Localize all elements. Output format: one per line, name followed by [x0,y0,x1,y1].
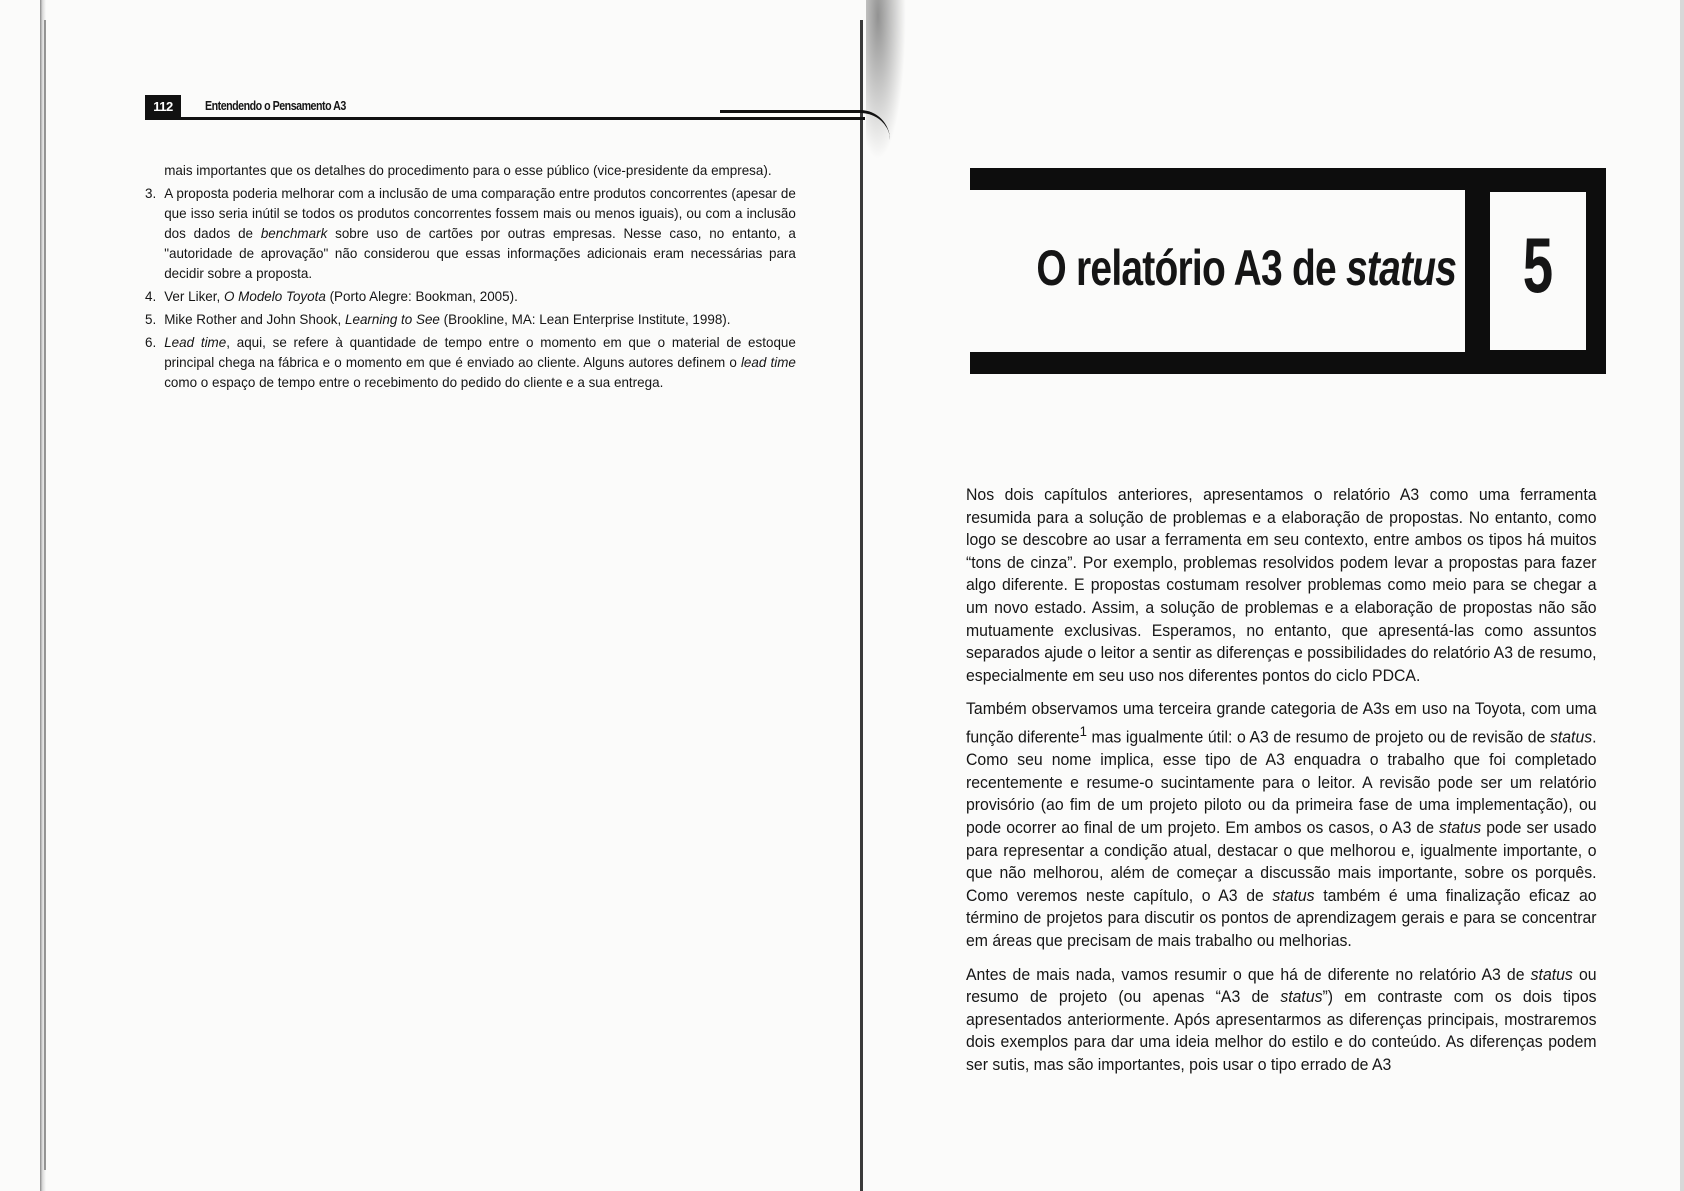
endnote-number: 6. [145,334,157,350]
endnote [145,183,796,283]
body-paragraph [966,484,1597,687]
body-paragraph [966,964,1597,1077]
endnote [145,286,796,306]
text-run: Lead time [164,334,227,350]
book-gutter [860,20,863,1191]
text-run: status [1549,727,1593,747]
running-title: Entendendo o Pensamento A3 [205,98,346,113]
text-run: lead time [740,354,796,370]
text-run: Mike Rother and John Shook, [164,311,346,327]
text-run: Ver Liker, [164,288,224,304]
endnote [145,309,796,329]
text-run: status [1439,817,1482,837]
endnote-number: 5. [145,311,157,327]
endnote [145,332,796,392]
text-run: ”) em contraste com os dois tipos apresentados anteriormente. Após apresentarmos as diferenças principais, mostraremos dois exemplos para dar uma ideia melhor do estilo e do conteúdo. As diferenças podem ser sutis, mas são importantes, pois usar o tipo errado de A3 [966,987,1597,1074]
text-run: Antes de mais nada, vamos resumir o que há de diferente no relatório A3 de [966,964,1531,984]
page-edge [1680,0,1684,1191]
text-run: O Modelo Toyota [223,288,326,304]
endnotes [145,160,796,395]
scan-edge-line [44,20,46,1170]
text-run: Nos dois capítulos anteriores, apresentamos o relatório A3 como uma ferramenta resumida para a solução de problemas e a elaboração de propostas. No entanto, como logo se descobre ao usar a ferramenta em seu contexto, entre ambos os tipos há muitos “tons de cinza”. Por exemplo, problemas resolvidos podem levar a propostas para fazer algo diferente. E propostas costumam resolver problemas como meio para se chegar a um novo estado. Assim, a solução de problemas e a elaboração de propostas não são mutuamente exclusivas. Esperamos, no entanto, que apresentá-las como assuntos separados ajude o leitor a sentir as diferenças e possibilidades do relatório A3 de resumo, especialmente em seu uso nos diferentes pontos do ciclo PDCA. [966,485,1597,685]
text-run: pode ser usado para representar a condição atual, destacar o que melhorou e, igualmente importante, o que não melhorou, além de começar a discussão mais importante, sobre os porquês. Como veremos neste capítulo, o A3 de [966,817,1597,905]
chapter-number: 5 [1522,221,1554,309]
text-run: status [1530,964,1573,984]
text-run: mas igualmente útil: o A3 de resumo de projeto ou de revisão de [1086,727,1550,747]
endnote-number: 3. [145,185,157,201]
text-run: 1 [1079,723,1087,740]
text-run: status [1272,885,1315,905]
text-run: sobre uso de cartões por outras empresas. Nesse caso, no entanto, a "autoridade de aprovação" não considerou que essas informações adicionais eram necessárias para decidir sobre a proposta. [164,225,796,281]
chapter-opener [970,168,1606,376]
text-run: ou resumo de projeto (ou apenas “A3 de [966,964,1597,1007]
endnote [145,160,796,180]
chapter-title-italic: status [1345,240,1456,296]
text-run: também é uma finalização eficaz ao término de projetos para discutir os pontos de aprendizagem gerais e para se concentrar em áreas que precisam de mais trabalho ou melhorias. [966,885,1597,950]
text-run: status [1280,987,1323,1007]
text-run: (Brookline, MA: Lean Enterprise Institute, 1998). [439,311,731,327]
text-run: , aqui, se refere à quantidade de tempo entre o momento em que o material de estoque principal chega na fábrica e o momento em que é enviado ao cliente. Alguns autores definem o [164,334,796,370]
body-paragraph [966,698,1597,952]
chapter-title-plain: O relatório A3 de [1036,240,1346,296]
text-run: Learning to See [345,311,440,327]
text-run: benchmark [260,225,328,241]
header-rule-curve [720,110,890,140]
text-run: . Como seu nome implica, esse tipo de A3 enquadra o trabalho que foi completado recentemente e resume-o sucintamente para o leitor. A revisão pode ser um relatório provisório (ao fim de um projeto piloto ou da primeira fase de uma implementação), ou pode ocorrer ao final de um projeto. Em ambos os casos, o A3 de [966,727,1597,837]
text-run: (Porto Alegre: Bookman, 2005). [325,288,518,304]
text-run: mais importantes que os detalhes do procedimento para o esse público (vice-presidente da empresa). [164,162,772,178]
chapter-body [966,484,1596,1088]
text-run: Também observamos uma terceira grande categoria de A3s em uso na Toyota, com uma função diferente [966,699,1597,747]
chapter-title [1036,238,1456,298]
text-run: como o espaço de tempo entre o recebimento do pedido do cliente e a sua entrega. [164,374,664,390]
endnote-number: 4. [145,288,157,304]
text-run: A proposta poderia melhorar com a inclusão de uma comparação entre produtos concorrentes (apesar de que isso seria inútil se todos os produtos concorrentes fossem mais ou menos iguais), ou com a inclusão dos dados de [164,185,796,241]
page-number: 112 [145,95,181,119]
